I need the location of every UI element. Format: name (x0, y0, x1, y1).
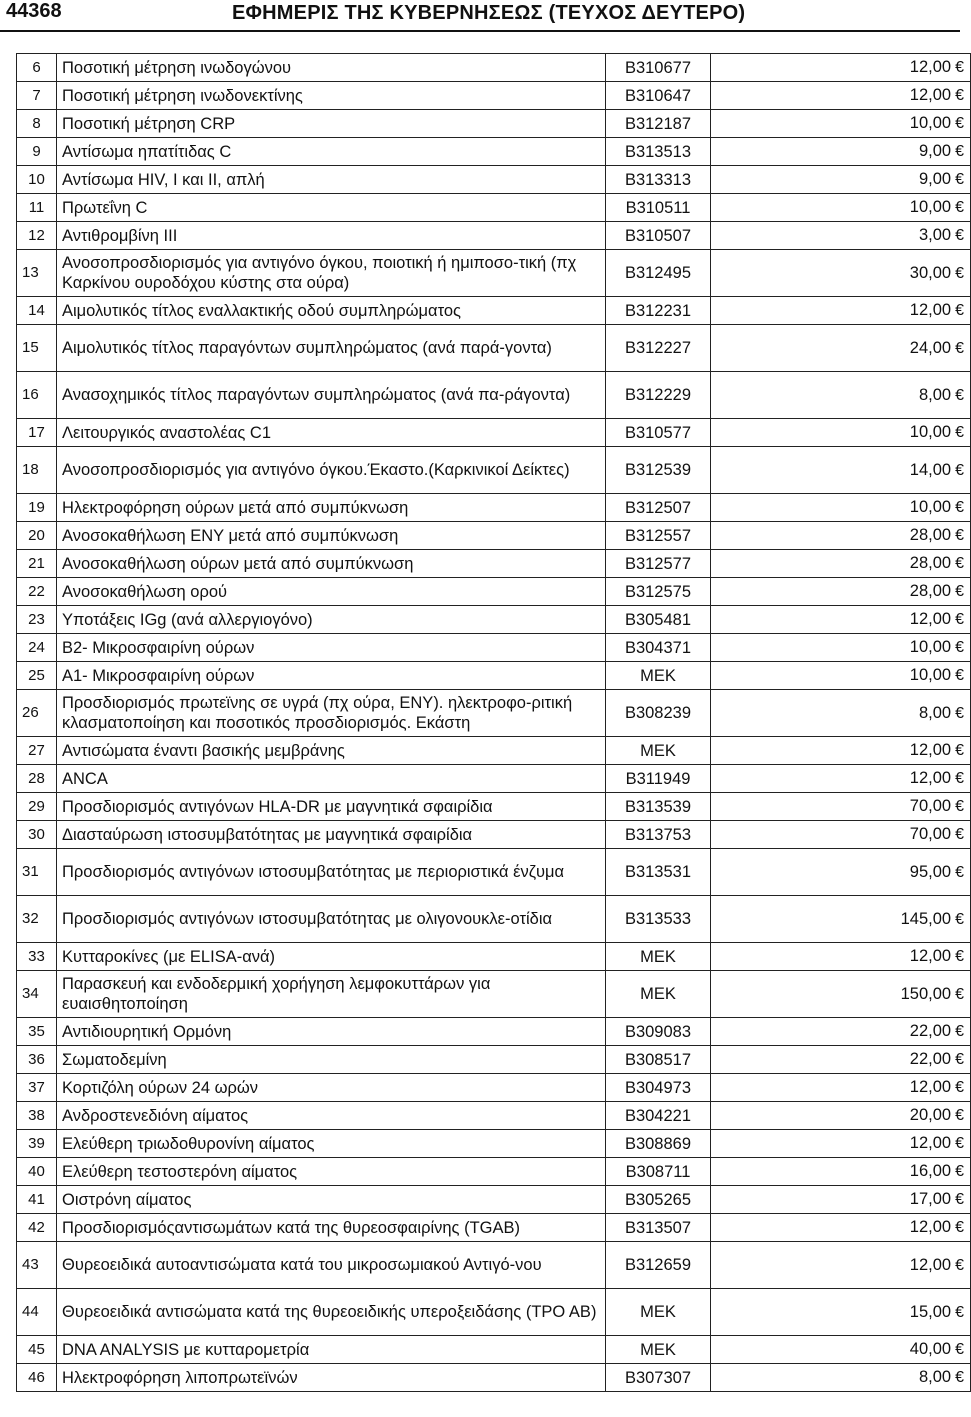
row-price-cell (711, 634, 971, 662)
row-description: Ηλεκτροφόρηση λιποπρωτεϊνών (57, 1364, 606, 1392)
euro-icon: € (955, 826, 964, 843)
row-number: 7 (17, 82, 57, 110)
row-code: Β312227 (606, 325, 711, 372)
row-price-cell (711, 737, 971, 765)
row-price-cell (711, 662, 971, 690)
row-description: Ποσοτική μέτρηση ινωδονεκτίνης (57, 82, 606, 110)
table-row (17, 1214, 971, 1242)
row-description: Θυρεοειδικά αντισώματα κατά της θυρεοειδικής υπεροξειδάσης (ΤΡΟ ΑΒ) (57, 1289, 606, 1336)
row-number: 15 (17, 325, 57, 372)
row-price: 12,00 (909, 1255, 952, 1274)
row-code: Β310507 (606, 222, 711, 250)
row-number: 19 (17, 494, 57, 522)
row-number: 34 (17, 971, 57, 1018)
euro-icon: € (955, 143, 964, 160)
table-row (17, 194, 971, 222)
row-price: 12,00 (909, 1078, 952, 1096)
row-code: Β313533 (606, 896, 711, 943)
row-code: ΜΕΚ (606, 971, 711, 1018)
row-price: 12,00 (909, 86, 952, 104)
table-row (17, 1074, 971, 1102)
row-price-cell (711, 1186, 971, 1214)
row-description: Ανοσοκαθήλωση ορού (57, 578, 606, 606)
row-code: Β312557 (606, 522, 711, 550)
euro-icon: € (955, 461, 964, 479)
row-description: Α1- Μικροσφαιρίνη ούρων (57, 662, 606, 690)
table-row (17, 447, 971, 494)
euro-icon: € (955, 985, 964, 1003)
page-title: ΕΦΗΜΕΡΙΣ ΤΗΣ ΚΥΒΕΡΝΗΣΕΩΣ (ΤΕΥΧΟΣ ΔΕΥΤΕΡΟ) (232, 2, 746, 24)
euro-icon: € (955, 171, 964, 188)
row-code: Β312507 (606, 494, 711, 522)
row-price-cell (711, 765, 971, 793)
row-description: Αντισώματα έναντι βασικής μεμβράνης (57, 737, 606, 765)
row-price: 70,00 (909, 797, 952, 815)
euro-icon: € (955, 115, 964, 132)
table-row (17, 138, 971, 166)
table-row (17, 1046, 971, 1074)
row-code: ΜΕΚ (606, 1336, 711, 1364)
euro-icon: € (955, 87, 964, 104)
row-description: Διασταύρωση ιστοσυμβατότητας με μαγνητικά σφαιρίδια (57, 821, 606, 849)
row-number: 29 (17, 793, 57, 821)
euro-icon: € (955, 424, 964, 441)
euro-icon: € (955, 339, 964, 357)
euro-icon: € (955, 583, 964, 600)
row-price: 20,00 (909, 1106, 952, 1124)
row-price-cell (711, 849, 971, 896)
row-price-cell (711, 82, 971, 110)
row-price: 95,00 (909, 862, 952, 881)
row-code: Β309083 (606, 1018, 711, 1046)
row-code: ΜΕΚ (606, 662, 711, 690)
table-row (17, 971, 971, 1018)
row-code: Β310677 (606, 54, 711, 82)
row-code: ΜΕΚ (606, 943, 711, 971)
table-row (17, 82, 971, 110)
row-number: 43 (17, 1242, 57, 1289)
row-description: Ανοσοπροσδιορισμός για αντιγόνο όγκου.Έκαστο.(Καρκινικοί Δείκτες) (57, 447, 606, 494)
row-price: 28,00 (909, 554, 952, 572)
row-number: 25 (17, 662, 57, 690)
euro-icon: € (955, 770, 964, 787)
row-description: Αντιδιουρητική Ορμόνη (57, 1018, 606, 1046)
row-number: 23 (17, 606, 57, 634)
row-price: 10,00 (909, 498, 952, 516)
row-code: Β305481 (606, 606, 711, 634)
table-row (17, 1336, 971, 1364)
table-row (17, 606, 971, 634)
fee-table-body (17, 54, 971, 1392)
row-number: 20 (17, 522, 57, 550)
row-description: ANCA (57, 765, 606, 793)
row-price-cell (711, 494, 971, 522)
table-row (17, 54, 971, 82)
row-number: 9 (17, 138, 57, 166)
row-code: Β313507 (606, 1214, 711, 1242)
row-price-cell (711, 578, 971, 606)
row-price-cell (711, 896, 971, 943)
row-number: 46 (17, 1364, 57, 1392)
euro-icon: € (955, 1163, 964, 1180)
row-price-cell (711, 1364, 971, 1392)
row-price: 28,00 (909, 582, 952, 600)
row-number: 39 (17, 1130, 57, 1158)
table-row (17, 1102, 971, 1130)
row-number: 21 (17, 550, 57, 578)
row-number: 6 (17, 54, 57, 82)
euro-icon: € (955, 1107, 964, 1124)
row-price: 15,00 (909, 1302, 952, 1321)
row-description: Σωματοδεμίνη (57, 1046, 606, 1074)
row-price: 14,00 (909, 460, 952, 479)
euro-icon: € (955, 1341, 964, 1358)
row-price: 12,00 (909, 1218, 952, 1236)
row-description: Β2- Μικροσφαιρίνη ούρων (57, 634, 606, 662)
row-price: 10,00 (909, 666, 952, 684)
euro-icon: € (955, 667, 964, 684)
row-price: 9,00 (918, 142, 952, 160)
euro-icon: € (955, 1219, 964, 1236)
row-price-cell (711, 1289, 971, 1336)
euro-icon: € (955, 1135, 964, 1152)
row-code: Β307307 (606, 1364, 711, 1392)
row-price: 3,00 (918, 226, 952, 244)
row-price: 10,00 (909, 638, 952, 656)
euro-icon: € (955, 704, 964, 722)
row-description: Οιστρόνη αίματος (57, 1186, 606, 1214)
row-price-cell (711, 550, 971, 578)
row-number: 40 (17, 1158, 57, 1186)
row-description: Προσδιορισμός αντιγόνων ιστοσυμβατότητας με ολιγονουκλε-οτίδια (57, 896, 606, 943)
table-row (17, 325, 971, 372)
row-price-cell (711, 1214, 971, 1242)
row-price: 12,00 (909, 610, 952, 628)
row-description: Αιμολυτικός τίτλος παραγόντων συμπληρώματος (ανά παρά-γοντα) (57, 325, 606, 372)
euro-icon: € (955, 639, 964, 656)
row-price: 8,00 (918, 385, 952, 404)
row-description: Υποτάξεις IGg (ανά αλλεργιογόνο) (57, 606, 606, 634)
row-description: Προσδιορισμός πρωτεϊνης σε υγρά (πχ ούρα, ΕΝΥ). ηλεκτροφο-ριτική κλασματοποίηση και ποσοτικός προσδιορισμός. Εκάστη (57, 690, 606, 737)
euro-icon: € (955, 227, 964, 244)
row-description: Ανοσοκαθήλωση ΕΝΥ μετά από συμπύκνωση (57, 522, 606, 550)
row-code: Β310647 (606, 82, 711, 110)
row-number: 8 (17, 110, 57, 138)
row-price-cell (711, 110, 971, 138)
row-code: Β312229 (606, 372, 711, 419)
row-price-cell (711, 419, 971, 447)
row-price: 17,00 (909, 1190, 952, 1208)
table-row (17, 1364, 971, 1392)
row-price-cell (711, 1102, 971, 1130)
row-price: 150,00 (900, 984, 952, 1003)
row-description: Ανοσοκαθήλωση ούρων μετά από συμπύκνωση (57, 550, 606, 578)
row-description: Αντίσωμα ηπατίτιδας C (57, 138, 606, 166)
row-price-cell (711, 793, 971, 821)
euro-icon: € (955, 863, 964, 881)
row-price-cell (711, 1018, 971, 1046)
table-row (17, 943, 971, 971)
row-number: 42 (17, 1214, 57, 1242)
row-number: 31 (17, 849, 57, 896)
table-row (17, 821, 971, 849)
row-price: 30,00 (909, 263, 952, 282)
row-number: 44 (17, 1289, 57, 1336)
row-price-cell (711, 166, 971, 194)
row-code: ΜΕΚ (606, 1289, 711, 1336)
row-code: Β312539 (606, 447, 711, 494)
row-price: 12,00 (909, 301, 952, 319)
row-price-cell (711, 325, 971, 372)
table-row (17, 849, 971, 896)
row-price-cell (711, 1074, 971, 1102)
row-code: ΜΕΚ (606, 737, 711, 765)
row-description: Ανασοχημικός τίτλος παραγόντων συμπληρώματος (ανά πα-ράγοντα) (57, 372, 606, 419)
table-row (17, 578, 971, 606)
row-price: 22,00 (909, 1050, 952, 1068)
row-description: Λειτουργικός αναστολέας C1 (57, 419, 606, 447)
row-code: Β308869 (606, 1130, 711, 1158)
row-number: 22 (17, 578, 57, 606)
row-code: Β312495 (606, 250, 711, 297)
row-number: 18 (17, 447, 57, 494)
row-description: Πρωτεΐνη C (57, 194, 606, 222)
row-price: 16,00 (909, 1162, 952, 1180)
euro-icon: € (955, 611, 964, 628)
row-price: 70,00 (909, 825, 952, 843)
euro-icon: € (955, 386, 964, 404)
table-row (17, 793, 971, 821)
row-number: 14 (17, 297, 57, 325)
row-description: Αιμολυτικός τίτλος εναλλακτικής οδού συμπληρώματος (57, 297, 606, 325)
row-price-cell (711, 138, 971, 166)
row-number: 41 (17, 1186, 57, 1214)
row-number: 26 (17, 690, 57, 737)
row-price-cell (711, 821, 971, 849)
row-description: Αντίσωμα HIV, I και II, απλή (57, 166, 606, 194)
row-code: Β312577 (606, 550, 711, 578)
row-code: Β312231 (606, 297, 711, 325)
table-row (17, 222, 971, 250)
row-description: Ποσοτική μέτρηση CRP (57, 110, 606, 138)
row-code: Β304221 (606, 1102, 711, 1130)
row-number: 33 (17, 943, 57, 971)
row-number: 45 (17, 1336, 57, 1364)
table-row (17, 765, 971, 793)
row-price: 145,00 (900, 909, 952, 928)
row-description: Προσδιορισμός αντιγόνων HLA-DR με μαγνητικά σφαιρίδια (57, 793, 606, 821)
row-code: Β312187 (606, 110, 711, 138)
table-row (17, 896, 971, 943)
row-price-cell (711, 690, 971, 737)
row-price-cell (711, 1336, 971, 1364)
row-description: Ελεύθερη τεστοστερόνη αίματος (57, 1158, 606, 1186)
table-row (17, 1242, 971, 1289)
row-number: 32 (17, 896, 57, 943)
euro-icon: € (955, 1303, 964, 1321)
table-row (17, 494, 971, 522)
row-description: Προσδιορισμόςαντισωμάτων κατά της θυρεοσφαιρίνης (TGAB) (57, 1214, 606, 1242)
row-price: 28,00 (909, 526, 952, 544)
euro-icon: € (955, 742, 964, 759)
row-price: 12,00 (909, 741, 952, 759)
page-header (0, 0, 960, 32)
row-number: 13 (17, 250, 57, 297)
row-number: 30 (17, 821, 57, 849)
row-number: 36 (17, 1046, 57, 1074)
row-price-cell (711, 194, 971, 222)
row-price: 9,00 (918, 170, 952, 188)
row-number: 16 (17, 372, 57, 419)
row-code: Β313753 (606, 821, 711, 849)
page-number: 44368 (6, 0, 62, 22)
row-code: Β313513 (606, 138, 711, 166)
table-row (17, 166, 971, 194)
row-number: 17 (17, 419, 57, 447)
row-number: 28 (17, 765, 57, 793)
row-price-cell (711, 250, 971, 297)
row-description: Θυρεοειδικά αυτοαντισώματα κατά του μικροσωμιακού Αντιγό-νου (57, 1242, 606, 1289)
row-price-cell (711, 447, 971, 494)
row-price: 10,00 (909, 423, 952, 441)
row-description: Κορτιζόλη ούρων 24 ωρών (57, 1074, 606, 1102)
table-row (17, 110, 971, 138)
euro-icon: € (955, 199, 964, 216)
row-price: 40,00 (909, 1340, 952, 1358)
table-row (17, 297, 971, 325)
row-price: 12,00 (909, 769, 952, 787)
row-price-cell (711, 54, 971, 82)
table-row (17, 690, 971, 737)
row-number: 11 (17, 194, 57, 222)
euro-icon: € (955, 302, 964, 319)
euro-icon: € (955, 264, 964, 282)
table-row (17, 522, 971, 550)
row-price: 10,00 (909, 198, 952, 216)
row-price-cell (711, 1158, 971, 1186)
row-price-cell (711, 522, 971, 550)
row-price: 8,00 (918, 703, 952, 722)
euro-icon: € (955, 1256, 964, 1274)
row-price: 12,00 (909, 947, 952, 965)
row-code: Β313539 (606, 793, 711, 821)
row-price: 12,00 (909, 58, 952, 76)
euro-icon: € (955, 1079, 964, 1096)
euro-icon: € (955, 948, 964, 965)
row-description: Ποσοτική μέτρηση ινωδογώνου (57, 54, 606, 82)
table-row (17, 250, 971, 297)
row-description: Ανδροστενεδιόνη αίματος (57, 1102, 606, 1130)
row-description: Ελεύθερη τριωδοθυρονίνη αίματος (57, 1130, 606, 1158)
table-row (17, 419, 971, 447)
row-number: 10 (17, 166, 57, 194)
euro-icon: € (955, 798, 964, 815)
row-price: 12,00 (909, 1134, 952, 1152)
row-description: Παρασκευή και ενδοδερμική χορήγηση λεμφοκυττάρων για ευαισθητοποίηση (57, 971, 606, 1018)
row-code: Β304973 (606, 1074, 711, 1102)
table-row (17, 1158, 971, 1186)
table-row (17, 662, 971, 690)
row-number: 35 (17, 1018, 57, 1046)
row-number: 37 (17, 1074, 57, 1102)
row-price: 10,00 (909, 114, 952, 132)
row-price-cell (711, 222, 971, 250)
row-price-cell (711, 297, 971, 325)
row-code: Β312659 (606, 1242, 711, 1289)
row-code: Β310577 (606, 419, 711, 447)
table-row (17, 1018, 971, 1046)
row-code: Β308711 (606, 1158, 711, 1186)
row-code: Β305265 (606, 1186, 711, 1214)
euro-icon: € (955, 1051, 964, 1068)
table-row (17, 634, 971, 662)
euro-icon: € (955, 1023, 964, 1040)
row-code: Β310511 (606, 194, 711, 222)
row-description: Ηλεκτροφόρηση ούρων μετά από συμπύκνωση (57, 494, 606, 522)
row-description: Προσδιορισμός αντιγόνων ιστοσυμβατότητας με περιοριστικά ένζυμα (57, 849, 606, 896)
row-number: 12 (17, 222, 57, 250)
euro-icon: € (955, 1191, 964, 1208)
row-price-cell (711, 1242, 971, 1289)
euro-icon: € (955, 527, 964, 544)
table-row (17, 1186, 971, 1214)
row-price-cell (711, 971, 971, 1018)
row-description: Ανοσοπροσδιορισμός για αντιγόνο όγκου, ποιοτική ή ημιποσο-τική (πχ Καρκίνου ουροδόχου κύστης στα ούρα) (57, 250, 606, 297)
row-number: 24 (17, 634, 57, 662)
row-code: Β313313 (606, 166, 711, 194)
row-description: DNA ANALYSIS με κυτταρομετρία (57, 1336, 606, 1364)
euro-icon: € (955, 910, 964, 928)
row-description: Κυτταροκίνες (με ELISA-ανά) (57, 943, 606, 971)
table-row (17, 1130, 971, 1158)
fee-table (16, 53, 971, 1392)
row-price: 8,00 (918, 1368, 952, 1386)
row-code: Β308239 (606, 690, 711, 737)
table-row (17, 1289, 971, 1336)
table-row (17, 372, 971, 419)
euro-icon: € (955, 59, 964, 76)
row-price-cell (711, 606, 971, 634)
row-price: 24,00 (909, 338, 952, 357)
row-price-cell (711, 1130, 971, 1158)
euro-icon: € (955, 1369, 964, 1386)
table-row (17, 737, 971, 765)
row-price-cell (711, 1046, 971, 1074)
row-number: 27 (17, 737, 57, 765)
euro-icon: € (955, 555, 964, 572)
row-code: Β311949 (606, 765, 711, 793)
row-code: Β308517 (606, 1046, 711, 1074)
row-price-cell (711, 943, 971, 971)
row-code: Β313531 (606, 849, 711, 896)
row-number: 38 (17, 1102, 57, 1130)
row-description: Αντιθρομβίνη III (57, 222, 606, 250)
row-price: 22,00 (909, 1022, 952, 1040)
row-code: Β304371 (606, 634, 711, 662)
row-price-cell (711, 372, 971, 419)
row-code: Β312575 (606, 578, 711, 606)
euro-icon: € (955, 499, 964, 516)
table-row (17, 550, 971, 578)
